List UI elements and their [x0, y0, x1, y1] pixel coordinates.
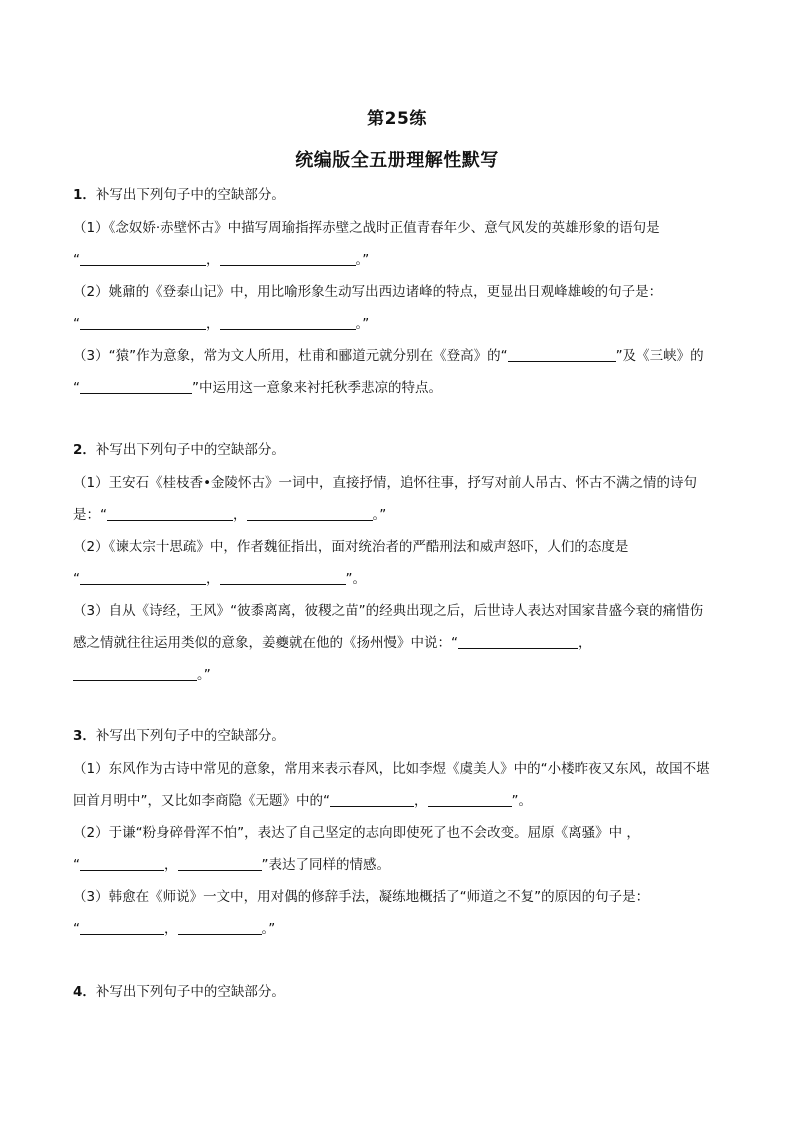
answer-blank[interactable] — [80, 856, 164, 871]
answer-blank[interactable] — [80, 379, 192, 394]
answer-blank[interactable] — [178, 856, 262, 871]
section-2-heading — [73, 441, 285, 459]
answer-blank[interactable] — [73, 666, 197, 681]
question-2-2-line-1: （2）《谏太宗十思疏》中，作者魏征指出，面对统治者的严酷刑法和威声怒吓，人们的态度是 — [73, 539, 629, 555]
answer-blank[interactable] — [428, 792, 512, 807]
answer-blank[interactable] — [508, 347, 616, 362]
section-number: 3． — [73, 728, 96, 744]
question-1-2-line-2 — [73, 315, 369, 333]
section-instruction: 补写出下列句子中的空缺部分。 — [95, 187, 285, 203]
page-title: 第25练 — [367, 109, 427, 129]
quote-open: “ — [73, 316, 80, 332]
comma: ， — [164, 921, 178, 937]
answer-blank[interactable] — [220, 570, 346, 585]
question-text: 是：“ — [73, 507, 107, 523]
quote-close: ”。 — [345, 571, 366, 587]
answer-blank[interactable] — [220, 251, 356, 266]
comma: ， — [233, 507, 247, 523]
question-1-1-line-1: （1）《念奴娇·赤壁怀古》中描写周瑜指挥赤壁之战时正值青春年少、意气风发的英雄形象的语句是 — [73, 220, 660, 236]
answer-blank[interactable] — [247, 506, 373, 521]
question-1-3-line-1 — [73, 347, 704, 365]
section-1-heading — [73, 186, 285, 204]
question-2-1-line-1: （1）王安石《桂枝香•金陵怀古》一词中，直接抒情，追怀往事，抒写对前人吊古、怀古不满之情的诗句 — [73, 475, 698, 491]
answer-blank[interactable] — [458, 634, 578, 649]
question-text: ”及《三峡》的 — [615, 348, 704, 364]
question-3-2-line-1: （2）于谦“粉身碎骨浑不怕”，表达了自己坚定的志向即使死了也不会改变。屈原《离骚》中 ， — [73, 825, 640, 841]
question-3-3-line-2 — [73, 920, 275, 938]
comma: ， — [206, 252, 220, 268]
question-1-1-line-2 — [73, 251, 369, 269]
section-number: 2． — [73, 442, 96, 458]
quote-open: “ — [73, 252, 80, 268]
quote-open: “ — [73, 571, 80, 587]
section-number: 4． — [73, 984, 96, 1000]
question-text: ”表达了同样的情感。 — [261, 857, 390, 873]
quote-open: “ — [73, 380, 80, 396]
question-2-3-line-2 — [73, 634, 592, 652]
answer-blank[interactable] — [330, 792, 414, 807]
question-text: （3）“猿”作为意象，常为文人所用，杜甫和郦道元就分别在《登高》的“ — [73, 348, 508, 364]
question-2-3-line-3 — [73, 666, 211, 684]
question-text: ”中运用这一意象来衬托秋季悲凉的特点。 — [192, 380, 442, 396]
comma: ， — [206, 316, 220, 332]
answer-blank[interactable] — [220, 315, 356, 330]
section-instruction: 补写出下列句子中的空缺部分。 — [95, 728, 285, 744]
comma: ， — [206, 571, 220, 587]
quote-close: 。” — [197, 667, 211, 683]
answer-blank[interactable] — [80, 920, 164, 935]
answer-blank[interactable] — [178, 920, 262, 935]
comma: ， — [578, 635, 592, 651]
question-text: 感之情就往往运用类似的意象，姜夔就在他的《扬州慢》中说：“ — [73, 635, 458, 651]
answer-blank[interactable] — [80, 315, 206, 330]
page-subtitle: 统编版全五册理解性默写 — [295, 150, 499, 171]
comma: ， — [414, 793, 428, 809]
question-1-2-line-1: （2）姚鼐的《登泰山记》中，用比喻形象生动写出西边诸峰的特点，更显出日观峰雄峻的句子是： — [73, 284, 663, 300]
answer-blank[interactable] — [80, 251, 206, 266]
section-instruction: 补写出下列句子中的空缺部分。 — [95, 984, 285, 1000]
quote-close: 。” — [372, 507, 387, 523]
question-3-3-line-1: （3）韩愈在《师说》一文中，用对偶的修辞手法，凝练地概括了“师道之不复”的原因的句子是： — [73, 889, 650, 905]
question-2-3-line-1: （3）自从《诗经，王风》“彼黍离离，彼稷之苗”的经典出现之后，后世诗人表达对国家昔盛今衰的痛惜伤 — [73, 603, 704, 619]
question-3-2-line-2 — [73, 856, 390, 874]
question-1-3-line-2 — [73, 379, 442, 397]
section-4-heading — [73, 983, 285, 1001]
answer-blank[interactable] — [107, 506, 233, 521]
quote-close: ”。 — [511, 793, 532, 809]
quote-close: 。” — [261, 921, 276, 937]
quote-open: “ — [73, 921, 80, 937]
question-2-2-line-2 — [73, 570, 366, 588]
quote-close: 。” — [355, 252, 370, 268]
comma: ， — [164, 857, 178, 873]
section-3-heading — [73, 727, 285, 745]
question-text: 回首月明中”，又比如李商隐《无题》中的“ — [73, 793, 330, 809]
quote-open: “ — [73, 857, 80, 873]
section-instruction: 补写出下列句子中的空缺部分。 — [95, 442, 285, 458]
section-number: 1． — [73, 187, 96, 203]
answer-blank[interactable] — [80, 570, 206, 585]
quote-close: 。” — [355, 316, 370, 332]
question-2-1-line-2 — [73, 506, 386, 524]
question-3-1-line-1: （1）东风作为古诗中常见的意象，常用来表示春风，比如李煜《虞美人》中的“小楼昨夜又东风，故国不堪 — [73, 761, 710, 777]
question-3-1-line-2 — [73, 792, 532, 810]
